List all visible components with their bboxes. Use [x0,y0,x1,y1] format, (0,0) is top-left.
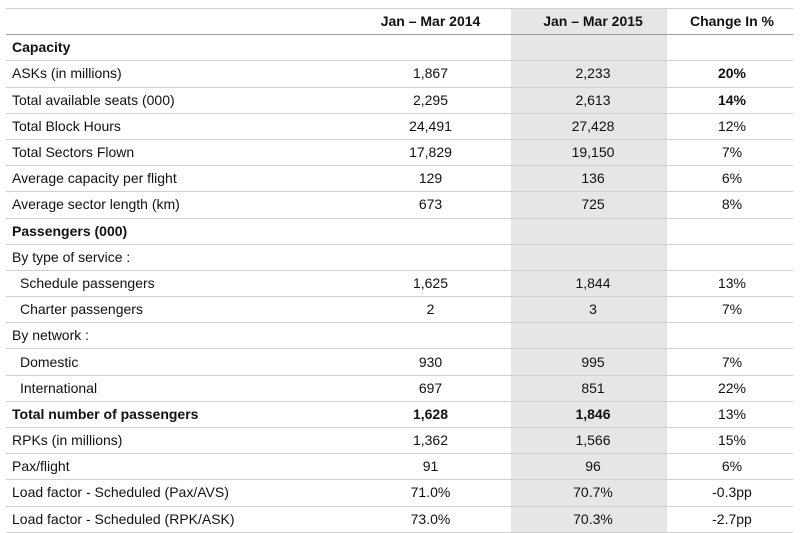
total-row [6,401,793,427]
change-percent [667,323,793,349]
value-2015 [511,35,667,61]
value-2014: 930 [328,349,511,375]
value-2015: 70.7% [511,480,667,506]
section-row [6,218,793,244]
value-2014: 17,829 [328,139,511,165]
value-2015: 2,613 [511,87,667,113]
value-2015: 1,844 [511,270,667,296]
value-2015: 27,428 [511,113,667,139]
row-label: Total Block Hours [6,113,328,139]
value-2014 [328,244,511,270]
value-2015: 136 [511,166,667,192]
value-2014 [328,218,511,244]
value-2015: 1,566 [511,428,667,454]
value-2014: 1,628 [328,401,511,427]
value-2015: 19,150 [511,139,667,165]
airline-traffic-statistics-table [6,8,793,533]
value-2015 [511,218,667,244]
table-row [6,87,793,113]
change-percent: 13% [667,401,793,427]
row-label: Total number of passengers [6,401,328,427]
row-label: By network : [6,323,328,349]
value-2015: 725 [511,192,667,218]
value-2014: 71.0% [328,480,511,506]
change-percent: 6% [667,166,793,192]
value-2014: 129 [328,166,511,192]
table-row [6,139,793,165]
change-percent: 7% [667,349,793,375]
table-row [6,349,793,375]
header-change: Change In % [667,9,793,35]
row-label: Domestic [6,349,328,375]
table-row [6,506,793,532]
value-2015: 3 [511,297,667,323]
row-label: ASKs (in millions) [6,61,328,87]
change-percent [667,244,793,270]
value-2014: 1,362 [328,428,511,454]
row-label: Average capacity per flight [6,166,328,192]
row-label: International [6,375,328,401]
value-2014: 697 [328,375,511,401]
value-2014: 673 [328,192,511,218]
change-percent: 22% [667,375,793,401]
row-label: Average sector length (km) [6,192,328,218]
header-2014: Jan – Mar 2014 [328,9,511,35]
table-row [6,270,793,296]
table-row [6,166,793,192]
section-row [6,35,793,61]
value-2014: 2,295 [328,87,511,113]
table-row [6,428,793,454]
value-2015: 70.3% [511,506,667,532]
value-2014: 91 [328,454,511,480]
table-row [6,454,793,480]
table-row [6,192,793,218]
change-percent: 13% [667,270,793,296]
row-label: Passengers (000) [6,218,328,244]
row-label: Load factor - Scheduled (Pax/AVS) [6,480,328,506]
value-2015 [511,323,667,349]
table-row [6,297,793,323]
change-percent [667,35,793,61]
change-percent: -2.7pp [667,506,793,532]
value-2015: 995 [511,349,667,375]
header-row [6,9,793,35]
subsection-row [6,244,793,270]
value-2014 [328,323,511,349]
change-percent: 6% [667,454,793,480]
change-percent: 12% [667,113,793,139]
row-label: RPKs (in millions) [6,428,328,454]
table-row [6,113,793,139]
change-percent: 7% [667,297,793,323]
value-2015: 2,233 [511,61,667,87]
change-percent: 20% [667,61,793,87]
change-percent: 14% [667,87,793,113]
row-label: Pax/flight [6,454,328,480]
value-2015 [511,244,667,270]
table-row [6,480,793,506]
row-label: By type of service : [6,244,328,270]
header-2015: Jan – Mar 2015 [511,9,667,35]
row-label: Total Sectors Flown [6,139,328,165]
value-2015: 96 [511,454,667,480]
value-2014: 1,625 [328,270,511,296]
value-2014: 1,867 [328,61,511,87]
subsection-row [6,323,793,349]
change-percent: 8% [667,192,793,218]
header-label-cell [6,9,328,35]
value-2015: 851 [511,375,667,401]
value-2014 [328,35,511,61]
change-percent: 7% [667,139,793,165]
row-label: Schedule passengers [6,270,328,296]
change-percent [667,218,793,244]
row-label: Capacity [6,35,328,61]
value-2014: 2 [328,297,511,323]
value-2014: 24,491 [328,113,511,139]
row-label: Total available seats (000) [6,87,328,113]
table-row [6,375,793,401]
row-label: Charter passengers [6,297,328,323]
value-2014: 73.0% [328,506,511,532]
row-label: Load factor - Scheduled (RPK/ASK) [6,506,328,532]
table-row [6,61,793,87]
change-percent: -0.3pp [667,480,793,506]
change-percent: 15% [667,428,793,454]
value-2015: 1,846 [511,401,667,427]
table-body [6,35,793,533]
